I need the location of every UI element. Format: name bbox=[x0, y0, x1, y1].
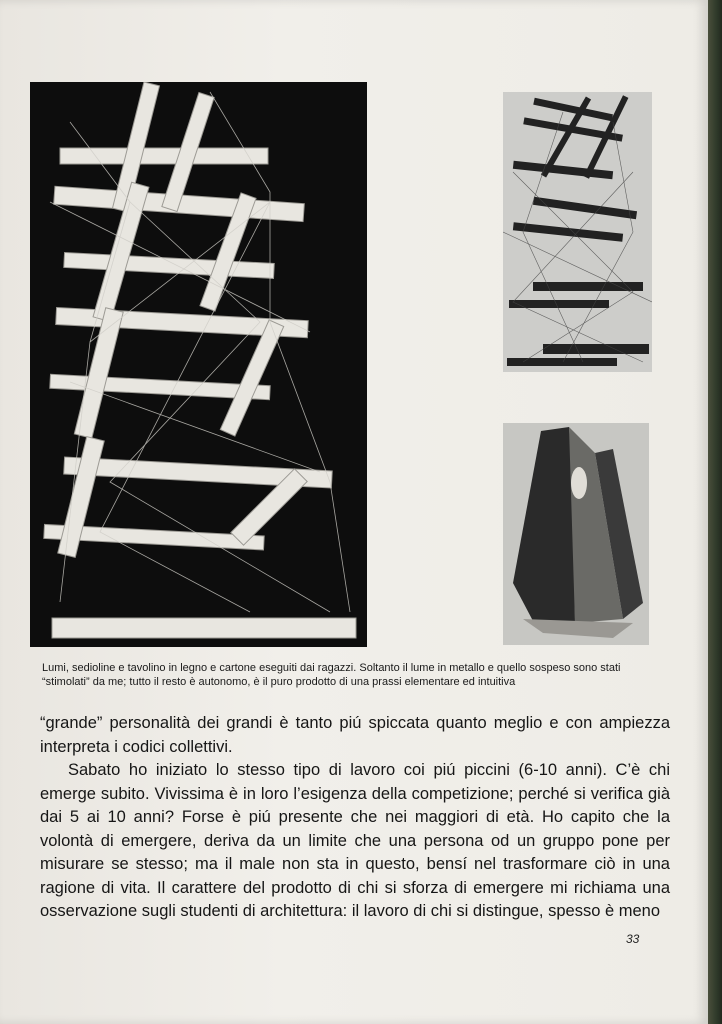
body-text bbox=[40, 712, 670, 924]
paragraph: Sabato ho iniziato lo stesso tipo di lavoro coi piú piccini (6-10 anni). C’è chi emerge subito. Vivissima è in loro l’esigenza della competizione; perché si verifica già dai 5 ai 10 anni? Forse è piú presente che nei maggiori di età. Ho capito che la volontà di emergere, deriva da un limite che una persona od un gruppo pone per misurare se stesso; ma il male non sta in questo, bensí nel trasformare ciò in una ragione di vita. Il carattere del prodotto di chi si sforza di emergere mi richiama una osservazione sugli studenti di architettura: il lavoro di chi si distingue, spesso è meno bbox=[40, 761, 670, 920]
figure-caption: Lumi, sedioline e tavolino in legno e cartone eseguiti dai ragazzi. Soltanto il lume in metallo e quello sospeso sono stati “stimolati” da me; tutto il resto è autonomo, è il puro prodotto di una prassi elementare ed intuitiva bbox=[42, 662, 621, 688]
page-number: 33 bbox=[626, 932, 640, 946]
book-edge bbox=[708, 0, 722, 1024]
metal-lamp-photo bbox=[503, 423, 649, 645]
wooden-lamp-photo bbox=[30, 82, 367, 647]
paragraph: “grande” personalità dei grandi è tanto piú spiccata quanto meglio e con ampiezza interpreta i codici collettivi. bbox=[40, 714, 670, 756]
hanging-lamp-photo bbox=[503, 92, 652, 372]
